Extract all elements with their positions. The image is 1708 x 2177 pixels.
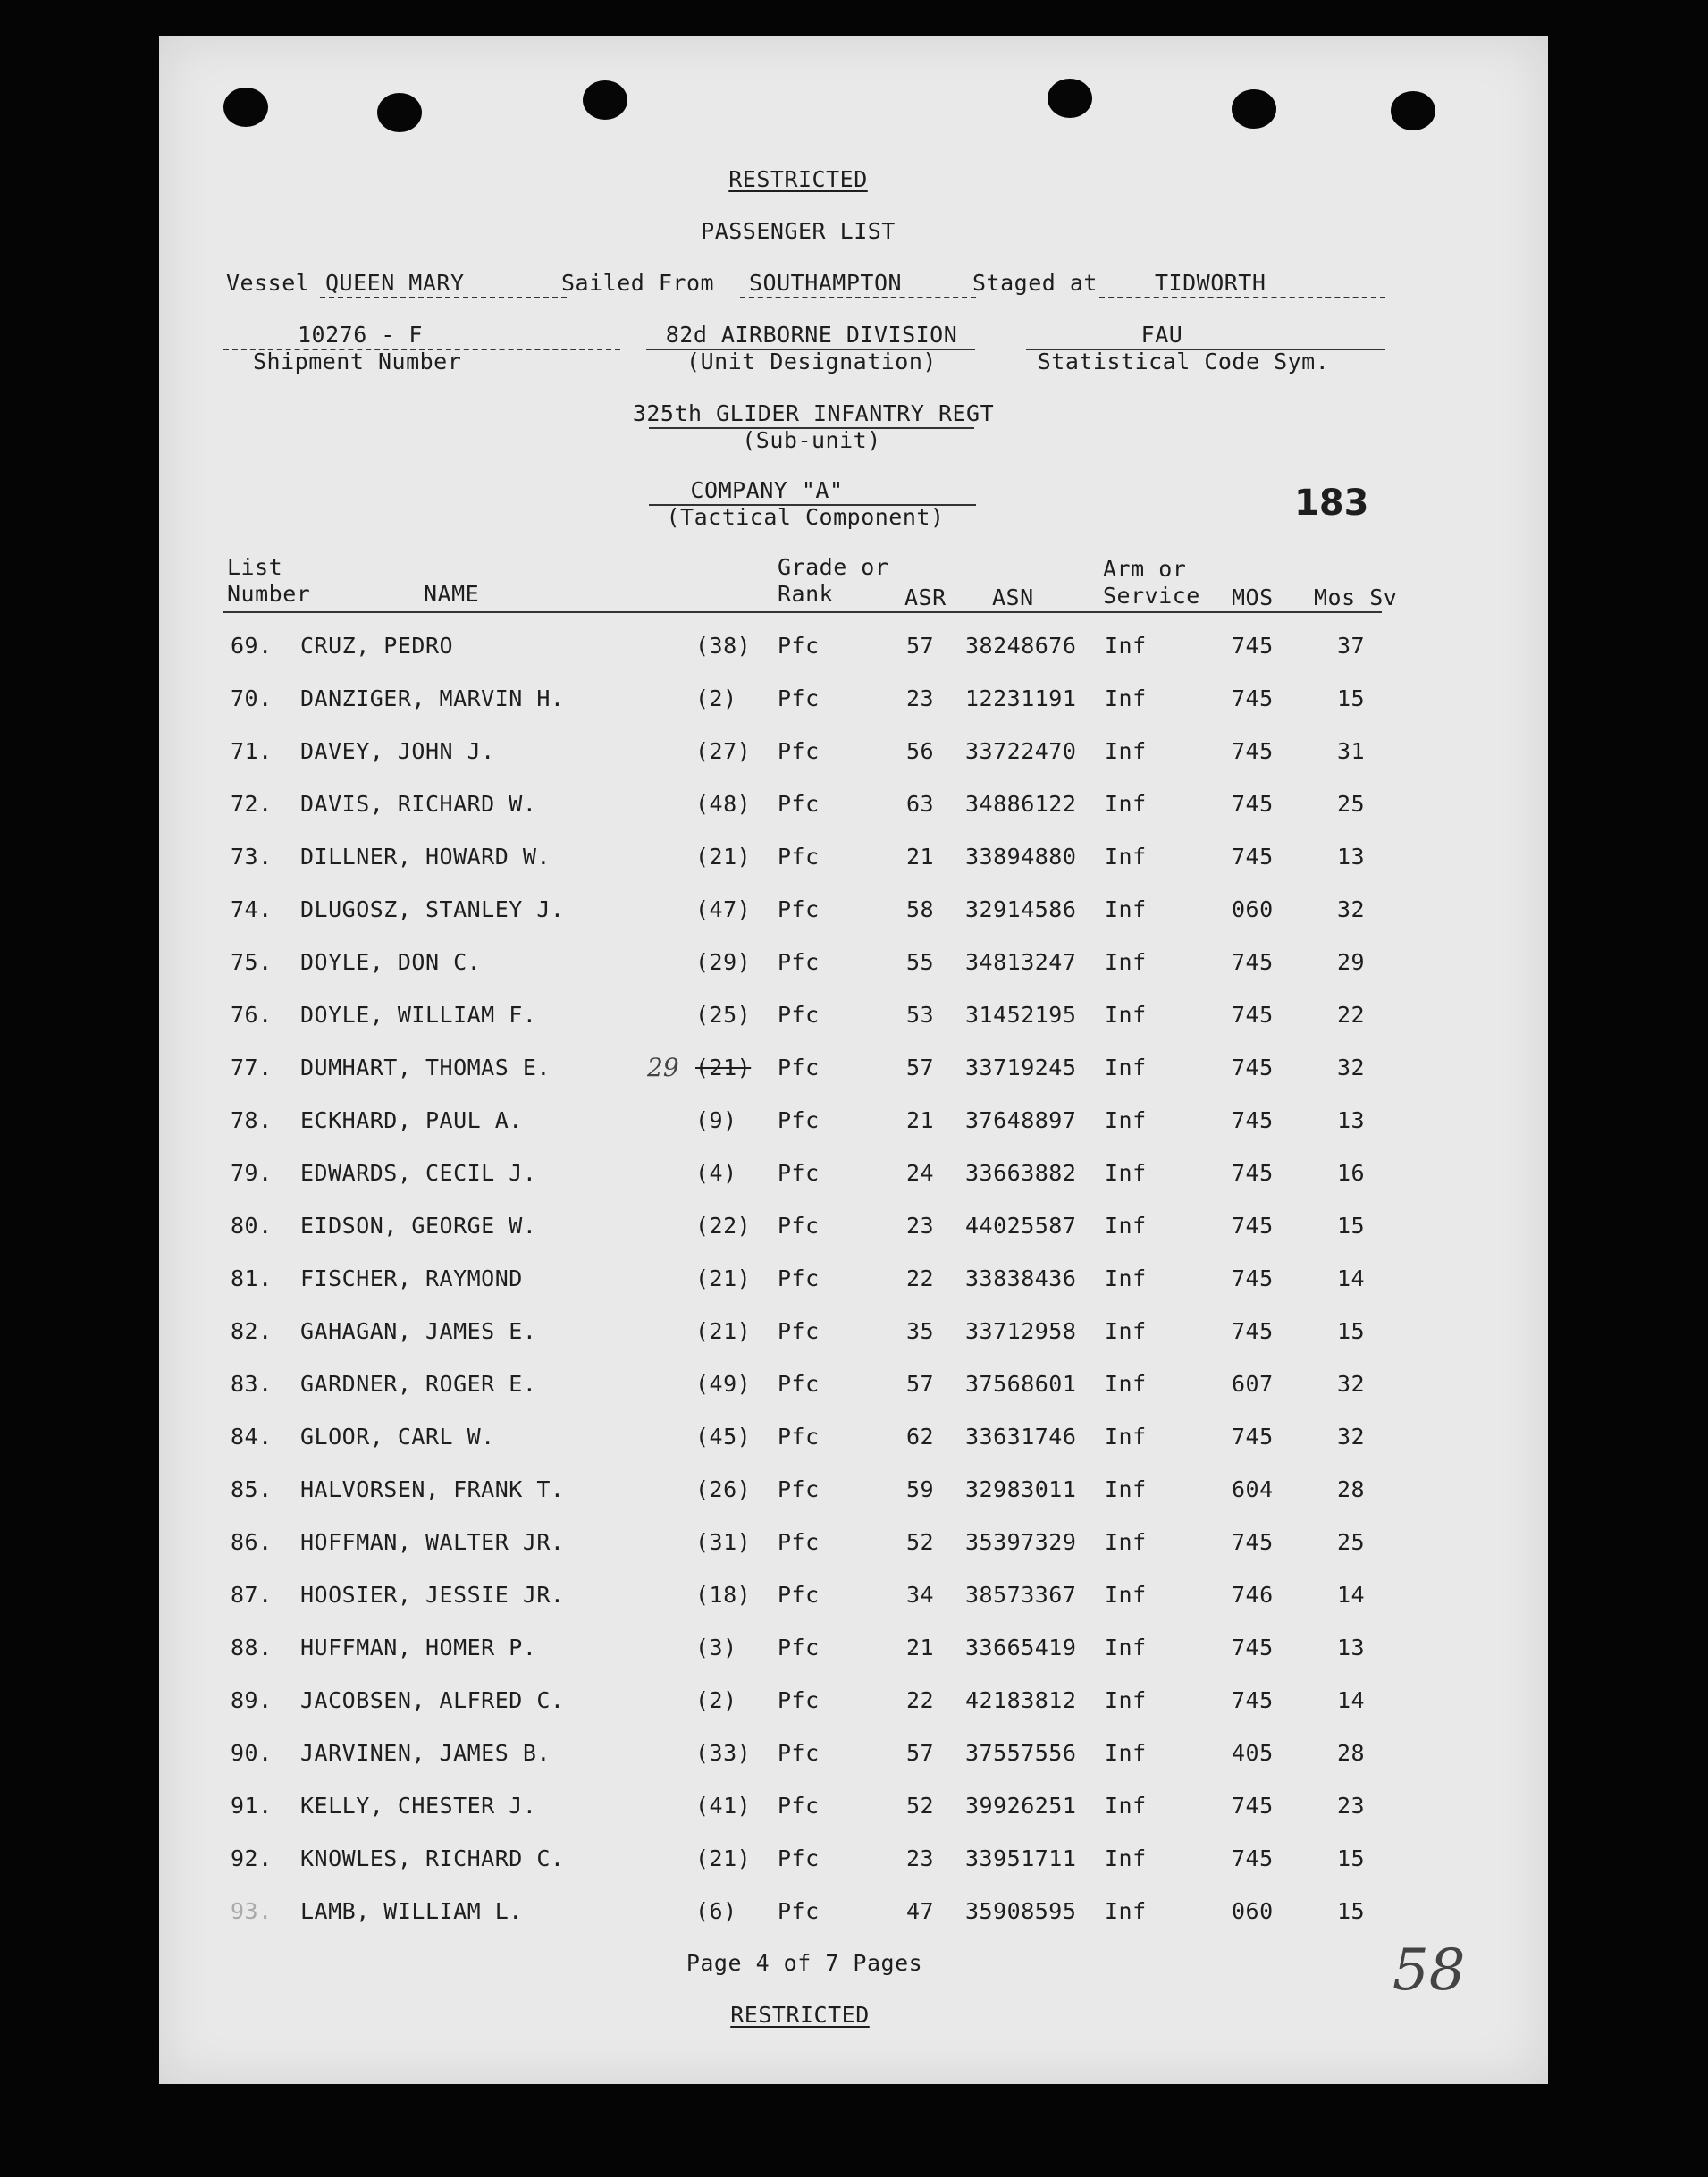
col-list-line1: List — [227, 554, 283, 580]
row-arm: Inf — [1105, 1160, 1147, 1186]
row-number: 73. — [231, 844, 273, 870]
row-mos: 745 — [1232, 1213, 1274, 1239]
row-mos: 060 — [1232, 1898, 1274, 1924]
row-asr: 57 — [906, 633, 935, 659]
row-age: (41) — [695, 1793, 752, 1819]
row-mos-sv: 28 — [1337, 1740, 1366, 1766]
row-mos-sv: 16 — [1337, 1160, 1366, 1186]
row-name: GARDNER, ROGER E. — [300, 1371, 537, 1397]
row-age: (45) — [695, 1424, 752, 1450]
staged-at-underline — [1099, 297, 1385, 298]
page-info: Page 4 of 7 Pages — [686, 1950, 923, 1976]
vessel-label: Vessel — [226, 270, 310, 296]
row-number: 70. — [231, 685, 273, 711]
row-name: JACOBSEN, ALFRED C. — [300, 1687, 565, 1713]
row-arm: Inf — [1105, 1845, 1147, 1871]
row-asn: 39926251 — [965, 1793, 1077, 1819]
punch-hole — [223, 88, 268, 127]
row-rank: Pfc — [778, 1476, 820, 1502]
row-name: HOOSIER, JESSIE JR. — [300, 1582, 565, 1608]
row-asn: 33631746 — [965, 1424, 1077, 1450]
row-name: JARVINEN, JAMES B. — [300, 1740, 551, 1766]
subunit-label: (Sub-unit) — [742, 427, 881, 453]
row-mos-sv: 14 — [1337, 1687, 1366, 1713]
row-name: CRUZ, PEDRO — [300, 633, 454, 659]
staged-at-value: TIDWORTH — [1155, 270, 1266, 296]
row-arm: Inf — [1105, 896, 1147, 922]
row-rank: Pfc — [778, 1160, 820, 1186]
row-rank: Pfc — [778, 1740, 820, 1766]
punch-hole — [1391, 91, 1435, 130]
row-name: DAVIS, RICHARD W. — [300, 791, 537, 817]
row-asn: 44025587 — [965, 1213, 1077, 1239]
row-arm: Inf — [1105, 1107, 1147, 1133]
row-asr: 21 — [906, 844, 935, 870]
row-number: 80. — [231, 1213, 273, 1239]
row-asr: 57 — [906, 1055, 935, 1080]
row-arm: Inf — [1105, 685, 1147, 711]
row-name: LAMB, WILLIAM L. — [300, 1898, 523, 1924]
row-mos-sv: 32 — [1337, 896, 1366, 922]
row-mos: 745 — [1232, 738, 1274, 764]
row-arm: Inf — [1105, 1476, 1147, 1502]
row-asr: 22 — [906, 1265, 935, 1291]
row-number: 91. — [231, 1793, 273, 1819]
col-asr: ASR — [904, 584, 947, 610]
row-number: 85. — [231, 1476, 273, 1502]
unit-designation-label: (Unit Designation) — [686, 349, 937, 374]
row-arm: Inf — [1105, 1635, 1147, 1660]
sailed-from-underline — [740, 297, 976, 298]
row-age: (27) — [695, 738, 752, 764]
row-mos-sv: 31 — [1337, 738, 1366, 764]
row-name: GLOOR, CARL W. — [300, 1424, 495, 1450]
col-mos-sv: Mos Sv — [1314, 584, 1398, 610]
row-number: 90. — [231, 1740, 273, 1766]
vessel-underline — [320, 297, 567, 298]
row-asr: 59 — [906, 1476, 935, 1502]
row-number: 84. — [231, 1424, 273, 1450]
row-asr: 23 — [906, 1213, 935, 1239]
row-mos-sv: 23 — [1337, 1793, 1366, 1819]
row-number: 79. — [231, 1160, 273, 1186]
row-mos: 745 — [1232, 1107, 1274, 1133]
code-sym-value: FAU — [1140, 322, 1183, 348]
row-number: 92. — [231, 1845, 273, 1871]
row-mos: 607 — [1232, 1371, 1274, 1397]
row-mos-sv: 15 — [1337, 1845, 1366, 1871]
sailed-from-label: Sailed From — [561, 270, 715, 296]
row-age: (29) — [695, 949, 752, 975]
row-asn: 38573367 — [965, 1582, 1077, 1608]
row-arm: Inf — [1105, 1318, 1147, 1344]
row-mos-sv: 15 — [1337, 685, 1366, 711]
row-age: (9) — [695, 1107, 737, 1133]
row-number: 74. — [231, 896, 273, 922]
row-asr: 22 — [906, 1687, 935, 1713]
row-arm: Inf — [1105, 1582, 1147, 1608]
punch-hole — [583, 80, 627, 120]
row-number: 88. — [231, 1635, 273, 1660]
row-asn: 35908595 — [965, 1898, 1077, 1924]
row-age: (3) — [695, 1635, 737, 1660]
row-rank: Pfc — [778, 1687, 820, 1713]
row-arm: Inf — [1105, 1740, 1147, 1766]
row-age: (21) — [695, 1845, 752, 1871]
handwritten-folio: 58 — [1392, 1937, 1466, 2004]
row-mos-sv: 15 — [1337, 1213, 1366, 1239]
row-name: EIDSON, GEORGE W. — [300, 1213, 537, 1239]
row-rank: Pfc — [778, 1318, 820, 1344]
punch-hole — [1232, 89, 1276, 129]
row-mos: 745 — [1232, 1318, 1274, 1344]
row-age: (33) — [695, 1740, 752, 1766]
classification-bottom: RESTRICTED — [730, 2002, 870, 2028]
row-rank: Pfc — [778, 1055, 820, 1080]
row-mos: 745 — [1232, 844, 1274, 870]
row-number: 71. — [231, 738, 273, 764]
row-asn: 33951711 — [965, 1845, 1077, 1871]
row-mos-sv: 15 — [1337, 1898, 1366, 1924]
row-number: 83. — [231, 1371, 273, 1397]
row-arm: Inf — [1105, 1898, 1147, 1924]
row-asn: 38248676 — [965, 633, 1077, 659]
row-mos: 745 — [1232, 1793, 1274, 1819]
row-arm: Inf — [1105, 1213, 1147, 1239]
row-number: 77. — [231, 1055, 273, 1080]
row-age: (21) — [695, 844, 752, 870]
row-rank: Pfc — [778, 1213, 820, 1239]
shipment-number-value: 10276 - F — [298, 322, 423, 348]
row-mos-sv: 15 — [1337, 1318, 1366, 1344]
row-age: (21) — [695, 1265, 752, 1291]
row-name: HALVORSEN, FRANK T. — [300, 1476, 565, 1502]
row-asr: 24 — [906, 1160, 935, 1186]
row-asn: 37648897 — [965, 1107, 1077, 1133]
row-number: 87. — [231, 1582, 273, 1608]
row-asr: 23 — [906, 685, 935, 711]
row-arm: Inf — [1105, 844, 1147, 870]
row-asr: 47 — [906, 1898, 935, 1924]
row-rank: Pfc — [778, 896, 820, 922]
row-name: KELLY, CHESTER J. — [300, 1793, 537, 1819]
row-name: DILLNER, HOWARD W. — [300, 844, 551, 870]
row-rank: Pfc — [778, 1635, 820, 1660]
row-asn: 33712958 — [965, 1318, 1077, 1344]
row-asr: 35 — [906, 1318, 935, 1344]
row-number: 78. — [231, 1107, 273, 1133]
row-rank: Pfc — [778, 1107, 820, 1133]
row-number: 86. — [231, 1529, 273, 1555]
row-mos: 745 — [1232, 1529, 1274, 1555]
row-mos: 745 — [1232, 949, 1274, 975]
row-age: (4) — [695, 1160, 737, 1186]
row-age: (2) — [695, 685, 737, 711]
row-asn: 12231191 — [965, 685, 1077, 711]
row-rank: Pfc — [778, 1424, 820, 1450]
row-mos-sv: 29 — [1337, 949, 1366, 975]
handwritten-correction: 29 — [647, 1053, 679, 1082]
row-arm: Inf — [1105, 738, 1147, 764]
row-rank: Pfc — [778, 1529, 820, 1555]
row-rank: Pfc — [778, 685, 820, 711]
row-rank: Pfc — [778, 1793, 820, 1819]
row-mos-sv: 32 — [1337, 1424, 1366, 1450]
vessel-value: QUEEN MARY — [325, 270, 465, 296]
row-asn: 32914586 — [965, 896, 1077, 922]
row-mos: 745 — [1232, 1845, 1274, 1871]
row-arm: Inf — [1105, 1529, 1147, 1555]
row-asr: 63 — [906, 791, 935, 817]
row-mos-sv: 32 — [1337, 1371, 1366, 1397]
row-asn: 33722470 — [965, 738, 1077, 764]
row-mos: 745 — [1232, 1424, 1274, 1450]
row-arm: Inf — [1105, 1424, 1147, 1450]
col-name: NAME — [424, 581, 480, 607]
row-rank: Pfc — [778, 1371, 820, 1397]
col-grade-line1: Grade or — [778, 554, 889, 580]
row-mos: 745 — [1232, 1002, 1274, 1028]
col-list-line2: Number — [227, 581, 311, 607]
row-age: (21) — [695, 1318, 752, 1344]
row-rank: Pfc — [778, 949, 820, 975]
row-asr: 34 — [906, 1582, 935, 1608]
row-rank: Pfc — [778, 633, 820, 659]
row-number: 93. — [231, 1898, 273, 1924]
row-age: (22) — [695, 1213, 752, 1239]
row-number: 81. — [231, 1265, 273, 1291]
row-asr: 23 — [906, 1845, 935, 1871]
row-number: 75. — [231, 949, 273, 975]
row-arm: Inf — [1105, 791, 1147, 817]
code-sym-label: Statistical Code Sym. — [1037, 349, 1330, 374]
row-asr: 62 — [906, 1424, 935, 1450]
stamped-page-number: 183 — [1294, 483, 1369, 524]
row-asn: 33838436 — [965, 1265, 1077, 1291]
row-age: (2) — [695, 1687, 737, 1713]
row-name: GAHAGAN, JAMES E. — [300, 1318, 537, 1344]
row-mos: 746 — [1232, 1582, 1274, 1608]
row-arm: Inf — [1105, 1793, 1147, 1819]
row-asn: 31452195 — [965, 1002, 1077, 1028]
row-name: FISCHER, RAYMOND — [300, 1265, 523, 1291]
row-mos-sv: 13 — [1337, 1635, 1366, 1660]
row-mos-sv: 13 — [1337, 1107, 1366, 1133]
row-asr: 52 — [906, 1529, 935, 1555]
row-asn: 37568601 — [965, 1371, 1077, 1397]
row-arm: Inf — [1105, 1265, 1147, 1291]
sailed-from-value: SOUTHAMPTON — [749, 270, 903, 296]
row-number: 72. — [231, 791, 273, 817]
row-asn: 33894880 — [965, 844, 1077, 870]
row-arm: Inf — [1105, 633, 1147, 659]
row-mos: 745 — [1232, 633, 1274, 659]
row-name: KNOWLES, RICHARD C. — [300, 1845, 565, 1871]
row-mos: 745 — [1232, 1635, 1274, 1660]
row-mos-sv: 22 — [1337, 1002, 1366, 1028]
row-mos: 405 — [1232, 1740, 1274, 1766]
row-age: (31) — [695, 1529, 752, 1555]
col-grade-line2: Rank — [778, 581, 834, 607]
row-asn: 32983011 — [965, 1476, 1077, 1502]
row-asn: 33665419 — [965, 1635, 1077, 1660]
row-mos-sv: 25 — [1337, 791, 1366, 817]
row-asr: 56 — [906, 738, 935, 764]
row-rank: Pfc — [778, 1265, 820, 1291]
row-mos-sv: 25 — [1337, 1529, 1366, 1555]
row-name: EDWARDS, CECIL J. — [300, 1160, 537, 1186]
unit-designation-value: 82d AIRBORNE DIVISION — [665, 322, 958, 348]
row-name: ECKHARD, PAUL A. — [300, 1107, 523, 1133]
row-name: DOYLE, WILLIAM F. — [300, 1002, 537, 1028]
row-mos-sv: 32 — [1337, 1055, 1366, 1080]
row-asr: 58 — [906, 896, 935, 922]
row-age: (25) — [695, 1002, 752, 1028]
row-name: DAVEY, JOHN J. — [300, 738, 495, 764]
row-mos: 604 — [1232, 1476, 1274, 1502]
row-mos-sv: 14 — [1337, 1582, 1366, 1608]
row-mos: 745 — [1232, 1160, 1274, 1186]
col-mos: MOS — [1232, 584, 1274, 610]
row-asn: 33719245 — [965, 1055, 1077, 1080]
row-asn: 37557556 — [965, 1740, 1077, 1766]
row-asr: 55 — [906, 949, 935, 975]
row-age: (47) — [695, 896, 752, 922]
row-name: DLUGOSZ, STANLEY J. — [300, 896, 565, 922]
row-arm: Inf — [1105, 1055, 1147, 1080]
subunit-value: 325th GLIDER INFANTRY REGT — [632, 400, 995, 426]
row-mos-sv: 14 — [1337, 1265, 1366, 1291]
row-mos: 745 — [1232, 1055, 1274, 1080]
row-arm: Inf — [1105, 1002, 1147, 1028]
row-mos-sv: 28 — [1337, 1476, 1366, 1502]
row-mos-sv: 37 — [1337, 633, 1366, 659]
row-age: (38) — [695, 633, 752, 659]
row-asn: 34813247 — [965, 949, 1077, 975]
tactical-component-value: COMPANY "A" — [690, 477, 844, 503]
document-page — [159, 36, 1548, 2084]
row-name: DUMHART, THOMAS E. — [300, 1055, 551, 1080]
row-name: HUFFMAN, HOMER P. — [300, 1635, 537, 1660]
col-arm-line1: Arm or — [1103, 556, 1187, 582]
row-mos-sv: 13 — [1337, 844, 1366, 870]
row-arm: Inf — [1105, 1371, 1147, 1397]
row-name: HOFFMAN, WALTER JR. — [300, 1529, 565, 1555]
row-age: (26) — [695, 1476, 752, 1502]
row-asn: 33663882 — [965, 1160, 1077, 1186]
row-asr: 57 — [906, 1371, 935, 1397]
row-age: (21) — [695, 1055, 752, 1080]
row-rank: Pfc — [778, 1845, 820, 1871]
document-title: PASSENGER LIST — [701, 218, 896, 244]
row-rank: Pfc — [778, 1002, 820, 1028]
row-name: DANZIGER, MARVIN H. — [300, 685, 565, 711]
row-age: (48) — [695, 791, 752, 817]
row-number: 89. — [231, 1687, 273, 1713]
row-name: DOYLE, DON C. — [300, 949, 482, 975]
row-age: (18) — [695, 1582, 752, 1608]
classification-top: RESTRICTED — [728, 166, 868, 192]
row-asr: 52 — [906, 1793, 935, 1819]
row-mos: 745 — [1232, 685, 1274, 711]
row-mos: 745 — [1232, 1687, 1274, 1713]
shipment-number-label: Shipment Number — [253, 349, 462, 374]
row-mos: 060 — [1232, 896, 1274, 922]
header-underline — [223, 611, 1382, 613]
row-number: 82. — [231, 1318, 273, 1344]
row-mos: 745 — [1232, 791, 1274, 817]
tactical-component-label: (Tactical Component) — [666, 504, 945, 530]
punch-hole — [1048, 79, 1092, 118]
row-age: (6) — [695, 1898, 737, 1924]
row-asr: 57 — [906, 1740, 935, 1766]
row-asr: 21 — [906, 1635, 935, 1660]
punch-hole — [377, 93, 422, 132]
row-asn: 35397329 — [965, 1529, 1077, 1555]
row-asr: 21 — [906, 1107, 935, 1133]
row-arm: Inf — [1105, 949, 1147, 975]
row-arm: Inf — [1105, 1687, 1147, 1713]
row-rank: Pfc — [778, 791, 820, 817]
row-rank: Pfc — [778, 738, 820, 764]
row-asn: 34886122 — [965, 791, 1077, 817]
col-arm-line2: Service — [1103, 583, 1200, 609]
row-rank: Pfc — [778, 844, 820, 870]
staged-at-label: Staged at — [972, 270, 1098, 296]
row-age: (49) — [695, 1371, 752, 1397]
row-rank: Pfc — [778, 1582, 820, 1608]
col-asn: ASN — [992, 584, 1034, 610]
row-number: 76. — [231, 1002, 273, 1028]
row-asr: 53 — [906, 1002, 935, 1028]
row-number: 69. — [231, 633, 273, 659]
row-mos: 745 — [1232, 1265, 1274, 1291]
row-rank: Pfc — [778, 1898, 820, 1924]
row-asn: 42183812 — [965, 1687, 1077, 1713]
